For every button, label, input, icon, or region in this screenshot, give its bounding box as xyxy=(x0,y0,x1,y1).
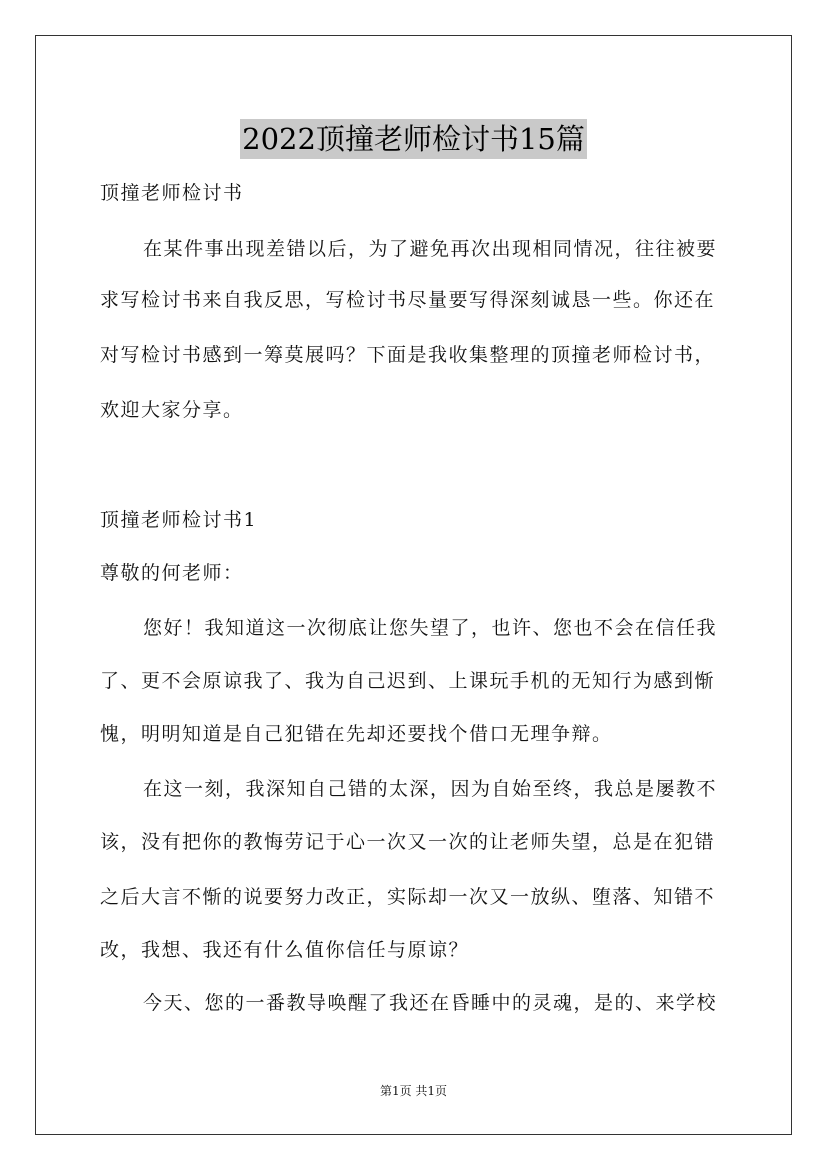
paragraph-line: 今天、您的一番教导唤醒了我还在昏睡中的灵魂，是的、来学校 xyxy=(143,992,718,1014)
paragraph-line: 在这一刻，我深知自己错的太深，因为自始至终，我总是屡教不 xyxy=(143,778,718,800)
intro-line: 求写检讨书来自我反思，写检讨书尽量要写得深刻诚恳一些。你还在 xyxy=(100,289,716,311)
document-title: 2022顶撞老师检讨书15篇 xyxy=(240,119,587,159)
salutation: 尊敬的何老师： xyxy=(100,562,244,584)
intro-line: 对写检讨书感到一筹莫展吗？下面是我收集整理的顶撞老师检讨书， xyxy=(100,344,716,366)
page-footer: 第1页 共1页 xyxy=(379,1084,448,1098)
paragraph-line: 改，我想、我还有什么值你信任与原谅？ xyxy=(100,939,470,961)
section-heading: 顶撞老师检讨书1 xyxy=(100,509,258,531)
paragraph-line: 该，没有把你的教悔劳记于心一次又一次的让老师失望，总是在犯错 xyxy=(100,831,716,853)
intro-line: 欢迎大家分享。 xyxy=(100,399,244,421)
paragraph-line: 了、更不会原谅我了、我为自己迟到、上课玩手机的无知行为感到惭 xyxy=(100,670,716,692)
paragraph-line: 愧，明明知道是自己犯错在先却还要找个借口无理争辩。 xyxy=(100,723,613,745)
intro-line: 在某件事出现差错以后，为了避免再次出现相同情况，往往被要 xyxy=(143,238,718,260)
paragraph-line: 之后大言不惭的说要努力改正，实际却一次又一放纵、堕落、知错不 xyxy=(100,886,716,908)
paragraph-line: 您好！我知道这一次彻底让您失望了，也许、您也不会在信任我 xyxy=(143,617,718,639)
intro-heading: 顶撞老师检讨书 xyxy=(100,182,244,204)
title-container xyxy=(0,100,827,179)
